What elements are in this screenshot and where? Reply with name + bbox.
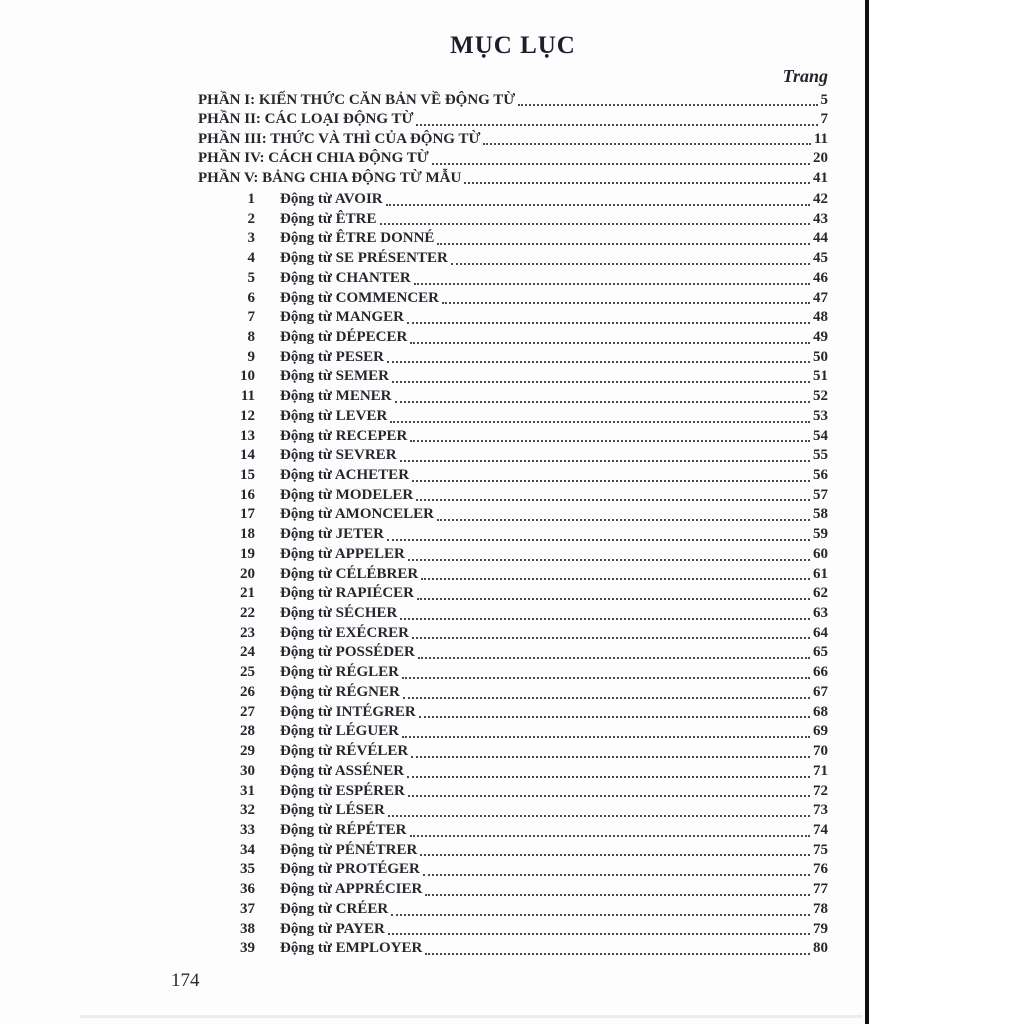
dot-leader: [483, 143, 810, 145]
entry-page: 49: [813, 328, 828, 345]
toc-entry-row: [198, 190, 828, 210]
entry-number: 5: [247, 269, 255, 286]
dot-leader: [392, 381, 810, 383]
toc-section-row: [198, 149, 828, 168]
entry-title: Động từ EXÉCRER: [280, 624, 410, 641]
entry-page: 62: [813, 585, 828, 602]
entry-page: 45: [813, 250, 828, 267]
entry-title: Động từ PÉNÉTRER: [280, 841, 418, 858]
toc-entry-row: [198, 841, 828, 861]
entry-page: 44: [813, 230, 828, 247]
entry-page: 64: [813, 624, 828, 641]
entry-number: 29: [240, 743, 255, 760]
entry-page: 76: [813, 861, 828, 878]
toc-entry-row: [198, 565, 828, 585]
page-edge-shadow: [80, 1015, 862, 1018]
toc-entry-row: [198, 407, 828, 427]
entry-number: 12: [240, 407, 255, 424]
toc-entry-row: [198, 308, 828, 328]
entry-title: Động từ RECEPER: [280, 427, 408, 444]
entry-page: 63: [813, 605, 828, 622]
entry-title: Động từ AMONCELER: [280, 506, 435, 523]
right-margin: [869, 0, 1024, 1024]
entry-title: Động từ POSSÉDER: [280, 644, 415, 661]
dot-leader: [388, 815, 810, 817]
toc-entry-row: [198, 367, 828, 387]
toc-entry-row: [198, 269, 828, 289]
entry-title: Động từ ASSÉNER: [280, 762, 405, 779]
toc-entry-row: [198, 821, 828, 841]
toc-section-row: [198, 130, 828, 149]
entry-page: 59: [813, 526, 828, 543]
entry-number: 10: [240, 368, 255, 385]
entry-page: 69: [813, 723, 828, 740]
entry-page: 78: [813, 900, 828, 917]
toc-section-row: [198, 91, 828, 110]
section-title: PHẦN IV: CÁCH CHIA ĐỘNG TỪ: [198, 150, 429, 167]
dot-leader: [442, 302, 810, 304]
dot-leader: [416, 499, 810, 501]
dot-leader: [400, 460, 810, 462]
toc-content: [198, 32, 828, 959]
entry-page: 61: [813, 565, 828, 582]
entry-title: Động từ JETER: [280, 526, 385, 543]
toc-entry-row: [198, 249, 828, 269]
dot-leader: [400, 618, 810, 620]
entry-number: 8: [247, 328, 255, 345]
page-column-header: Trang: [782, 66, 828, 86]
dot-leader: [418, 657, 810, 659]
entry-number: 20: [240, 565, 255, 582]
entry-title: Động từ LÉSER: [280, 802, 385, 819]
dot-leader: [391, 914, 810, 916]
entry-number: 3: [247, 230, 255, 247]
dot-leader: [390, 421, 810, 423]
entry-title: Động từ SEVRER: [280, 447, 397, 464]
entry-title: Động từ PAYER: [280, 920, 385, 937]
toc-entry-row: [198, 545, 828, 565]
dot-leader: [417, 598, 810, 600]
entry-title: Động từ SE PRÉSENTER: [280, 250, 448, 267]
dot-leader: [437, 243, 810, 245]
entry-number: 19: [240, 545, 255, 562]
toc-entry-row: [198, 762, 828, 782]
dot-leader: [387, 361, 810, 363]
entry-number: 16: [240, 486, 255, 503]
entry-page: 47: [813, 289, 828, 306]
toc-entry-row: [198, 663, 828, 683]
entry-number: 1: [247, 190, 255, 207]
toc-entry-row: [198, 505, 828, 525]
entry-page: 77: [813, 881, 828, 898]
entry-title: Động từ RÉPÉTER: [280, 821, 407, 838]
dot-leader: [395, 401, 810, 403]
toc-entry-row: [198, 446, 828, 466]
entry-number: 31: [240, 782, 255, 799]
entry-page: 60: [813, 545, 828, 562]
entry-number: 14: [240, 447, 255, 464]
toc-entry-row: [198, 683, 828, 703]
entry-page: 75: [813, 841, 828, 858]
entry-title: Động từ DÉPECER: [280, 328, 408, 345]
entry-page: 73: [813, 802, 828, 819]
dot-leader: [464, 182, 810, 184]
dot-leader: [380, 223, 810, 225]
entry-title: Động từ LÉGUER: [280, 723, 400, 740]
entry-title: Động từ ESPÉRER: [280, 782, 405, 799]
entry-number: 28: [240, 723, 255, 740]
entry-title: Động từ SEMER: [280, 368, 390, 385]
entry-number: 34: [240, 841, 255, 858]
entry-page: 72: [813, 782, 828, 799]
dot-leader: [402, 677, 810, 679]
entry-number: 4: [247, 250, 255, 267]
toc-entry-row: [198, 801, 828, 821]
entry-number: 24: [240, 644, 255, 661]
entry-number: 25: [240, 664, 255, 681]
dot-leader: [421, 578, 810, 580]
page-title: MỤC LỤC: [450, 32, 576, 59]
section-page: 20: [813, 150, 828, 167]
entry-number: 22: [240, 605, 255, 622]
entry-number: 32: [240, 802, 255, 819]
entry-title: Động từ LEVER: [280, 407, 388, 424]
toc-entry-row: [198, 920, 828, 940]
dot-leader: [386, 204, 810, 206]
entry-page: 54: [813, 427, 828, 444]
entry-number: 21: [240, 585, 255, 602]
section-page: 5: [820, 92, 828, 108]
entry-page: 52: [813, 388, 828, 405]
entry-title: Động từ SÉCHER: [280, 605, 398, 622]
entry-title: Động từ CÉLÉBRER: [280, 565, 419, 582]
entry-number: 15: [240, 467, 255, 484]
entry-page: 71: [813, 762, 828, 779]
entry-title: Động từ MANGER: [280, 309, 404, 326]
dot-leader: [403, 697, 810, 699]
entry-page: 46: [813, 269, 828, 286]
toc-entry-row: [198, 328, 828, 348]
dot-leader: [402, 736, 810, 738]
dot-leader: [388, 933, 810, 935]
toc-entry-row: [198, 427, 828, 447]
entry-number: 33: [240, 821, 255, 838]
entry-page: 55: [813, 447, 828, 464]
toc-entry-row: [198, 466, 828, 486]
toc-section-row: [198, 110, 828, 129]
entry-number: 38: [240, 920, 255, 937]
entry-page: 79: [813, 920, 828, 937]
entry-title: Động từ RAPIÉCER: [280, 585, 415, 602]
dot-leader: [419, 716, 810, 718]
entry-title: Động từ RÉGLER: [280, 664, 400, 681]
toc-entry-row: [198, 900, 828, 920]
entry-number: 39: [240, 940, 255, 957]
entry-page: 66: [813, 664, 828, 681]
entry-title: Động từ ÊTRE DONNÉ: [280, 230, 435, 247]
toc-entry-row: [198, 703, 828, 723]
entry-page: 53: [813, 407, 828, 424]
toc-entry-row: [198, 880, 828, 900]
entry-number: 36: [240, 881, 255, 898]
toc-section-row: [198, 169, 828, 188]
dot-leader: [432, 163, 810, 165]
dot-leader: [410, 440, 810, 442]
entry-title: Động từ PESER: [280, 348, 385, 365]
toc-entry-row: [198, 643, 828, 663]
entry-title: Động từ PROTÉGER: [280, 861, 420, 878]
entry-title: Động từ MODELER: [280, 486, 414, 503]
section-page: 41: [813, 169, 828, 186]
entry-title: Động từ AVOIR: [280, 190, 383, 207]
toc-entry-row: [198, 210, 828, 230]
dot-leader: [518, 104, 817, 106]
toc-entry-row: [198, 742, 828, 762]
entry-number: 17: [240, 506, 255, 523]
entry-title: Động từ CRÉER: [280, 900, 389, 917]
sections-list: [198, 91, 828, 188]
entry-number: 23: [240, 624, 255, 641]
toc-entry-row: [198, 229, 828, 249]
dot-leader: [387, 539, 810, 541]
entry-page: 74: [813, 821, 828, 838]
dot-leader: [407, 322, 810, 324]
entry-number: 27: [240, 703, 255, 720]
entry-title: Động từ RÉVÉLER: [280, 743, 409, 760]
entry-number: 7: [247, 309, 255, 326]
dot-leader: [407, 776, 810, 778]
dot-leader: [408, 795, 810, 797]
dot-leader: [451, 263, 810, 265]
entry-number: 30: [240, 762, 255, 779]
toc-entry-row: [198, 289, 828, 309]
section-title: PHẦN III: THỨC VÀ THÌ CỦA ĐỘNG TỪ: [198, 130, 481, 147]
entry-title: Động từ RÉGNER: [280, 683, 400, 700]
entry-number: 35: [240, 861, 255, 878]
entries-list: [198, 190, 828, 959]
dot-leader: [414, 283, 810, 285]
entry-title: Động từ ÊTRE: [280, 210, 377, 227]
entry-number: 6: [247, 289, 255, 306]
dot-leader: [425, 894, 810, 896]
entry-number: 26: [240, 683, 255, 700]
toc-entry-row: [198, 624, 828, 644]
entry-page: 70: [813, 743, 828, 760]
entry-page: 51: [813, 368, 828, 385]
entry-page: 50: [813, 348, 828, 365]
dot-leader: [410, 342, 810, 344]
toc-entry-row: [198, 860, 828, 880]
entry-number: 13: [240, 427, 255, 444]
toc-entry-row: [198, 348, 828, 368]
dot-leader: [412, 480, 810, 482]
dot-leader: [423, 874, 810, 876]
entry-number: 18: [240, 526, 255, 543]
toc-entry-row: [198, 584, 828, 604]
section-title: PHẦN V: BẢNG CHIA ĐỘNG TỪ MẪU: [198, 169, 462, 186]
entry-page: 57: [813, 486, 828, 503]
entry-title: Động từ EMPLOYER: [280, 940, 423, 957]
entry-page: 42: [813, 190, 828, 207]
toc-entry-row: [198, 939, 828, 959]
entry-page: 80: [813, 940, 828, 957]
entry-page: 68: [813, 703, 828, 720]
entry-title: Động từ ACHETER: [280, 467, 410, 484]
toc-entry-row: [198, 604, 828, 624]
section-page: 11: [813, 130, 828, 147]
dot-leader: [412, 637, 810, 639]
entry-page: 48: [813, 309, 828, 326]
entry-page: 67: [813, 683, 828, 700]
entry-page: 56: [813, 467, 828, 484]
toc-entry-row: [198, 722, 828, 742]
toc-entry-row: [198, 525, 828, 545]
entry-title: Động từ APPRÉCIER: [280, 881, 423, 898]
footer-page-number: 174: [171, 970, 200, 991]
entry-page: 58: [813, 506, 828, 523]
entry-title: Động từ INTÉGRER: [280, 703, 416, 720]
entry-page: 65: [813, 644, 828, 661]
dot-leader: [437, 519, 810, 521]
entry-title: Động từ CHANTER: [280, 269, 411, 286]
toc-entry-row: [198, 387, 828, 407]
entry-title: Động từ COMMENCER: [280, 289, 439, 306]
section-page: 7: [820, 111, 828, 128]
dot-leader: [408, 559, 810, 561]
section-title: PHẦN II: CÁC LOẠI ĐỘNG TỪ: [198, 111, 414, 128]
entry-title: Động từ APPELER: [280, 545, 405, 562]
toc-entry-row: [198, 486, 828, 506]
entry-title: Động từ MENER: [280, 388, 392, 405]
entry-number: 11: [240, 388, 255, 405]
entry-page: 43: [813, 210, 828, 227]
dot-leader: [410, 835, 810, 837]
entry-number: 2: [247, 210, 255, 227]
toc-entry-row: [198, 782, 828, 802]
dot-leader: [416, 124, 817, 126]
entry-number: 9: [247, 348, 255, 365]
section-title: PHẦN I: KIẾN THỨC CĂN BẢN VỀ ĐỘNG TỪ: [198, 92, 516, 108]
dot-leader: [411, 756, 810, 758]
dot-leader: [425, 953, 810, 955]
entry-number: 37: [240, 900, 255, 917]
dot-leader: [420, 854, 810, 856]
